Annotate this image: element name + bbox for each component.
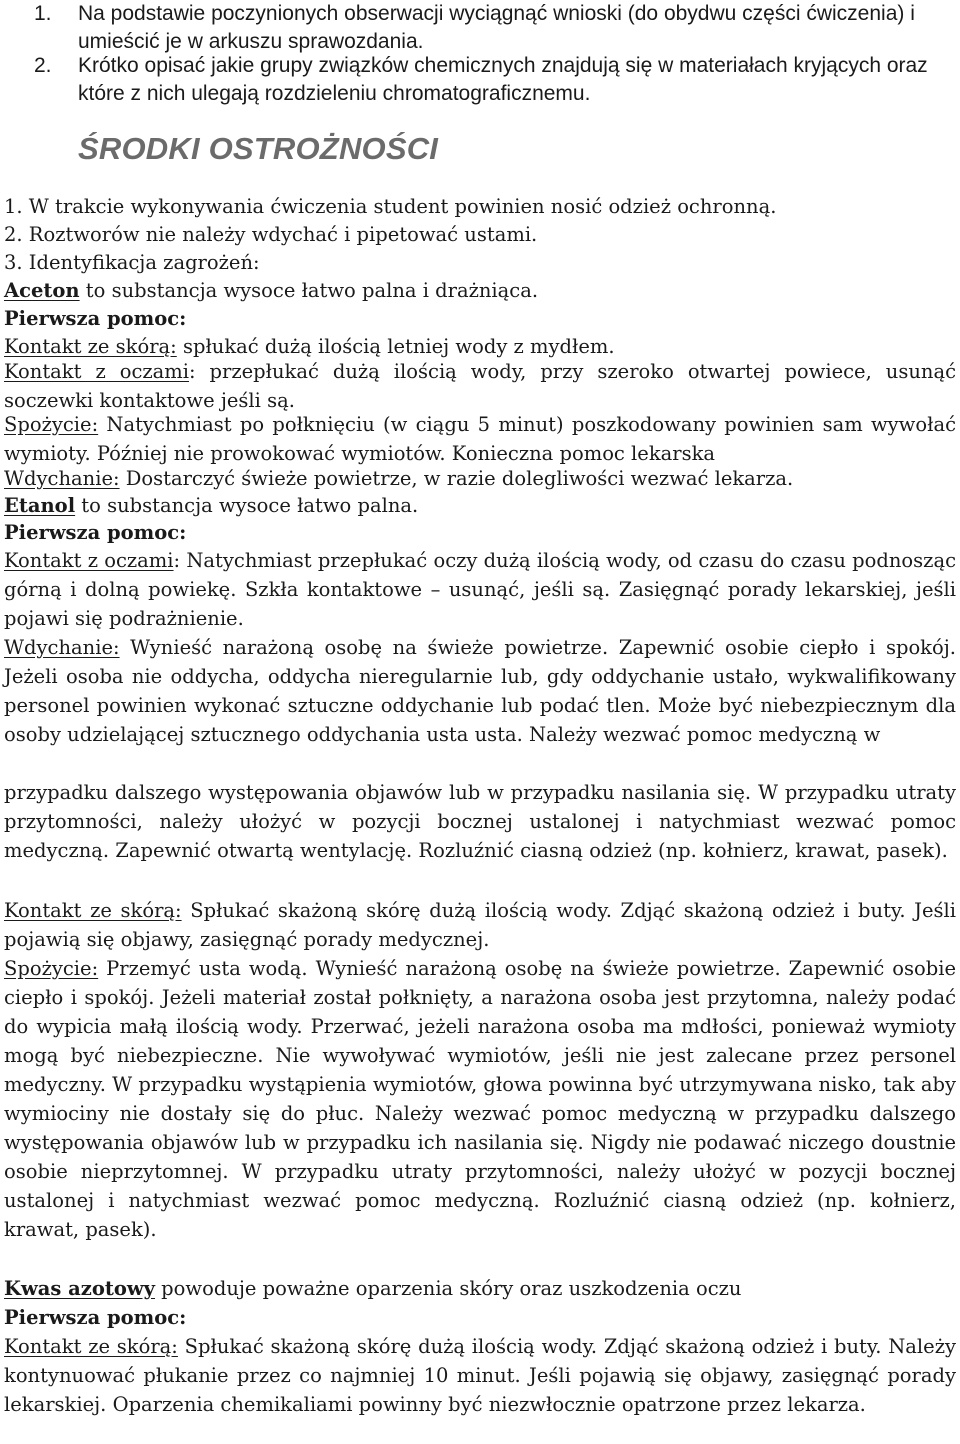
- section-label: Wdychanie:: [4, 467, 120, 490]
- kwas-skin-contact: [4, 1332, 956, 1419]
- substance-name: Kwas azotowy: [4, 1277, 155, 1300]
- etanol-inhalation: [4, 633, 956, 749]
- first-aid-label: Pierwsza pomoc:: [4, 1306, 187, 1329]
- section-label: Wdychanie:: [4, 636, 120, 659]
- substance-description: to substancja wysoce łatwo palna.: [75, 494, 419, 517]
- list-number: 1.: [34, 2, 52, 25]
- intro-list-item: [34, 0, 956, 56]
- section-text: : Natychmiast przepłukać oczy dużą ilością wody, od czasu do czasu podnosząc górną i dolną powiekę. Szkła kontaktowe – usunąć, jeśli są. Zasięgnąć porady lekarskiej, jeśli pojawi się podrażnienie.: [4, 549, 956, 630]
- aceton-ingestion: [4, 410, 956, 468]
- section-heading: ŚRODKI OSTROŻNOŚCI: [78, 131, 439, 166]
- list-text: Krótko opisać jakie grupy związków chemicznych znajdują się w materiałach kryjących oraz które z nich ulegają rozdzieleniu chromatograficznemu.: [78, 54, 928, 105]
- section-label: Kontakt z oczami: [4, 549, 174, 572]
- list-number: 2.: [34, 54, 52, 77]
- section-label: Spożycie:: [4, 413, 99, 436]
- aceton-inhalation: [4, 464, 956, 493]
- substance-name: Aceton: [4, 279, 80, 302]
- substance-etanol: [4, 491, 956, 520]
- intro-list-item: [34, 52, 956, 108]
- substance-name: Etanol: [4, 494, 76, 517]
- section-text: Spłukać skażoną skórę dużą ilością wody. Zdjąć skażoną odzież i buty. Należy kontynuować płukanie przez co najmniej 10 minut. Jeśli pojawią się objawy, zasięgnąć porady lekarskiej. Oparzenia chemikaliami powinny być niezwłocznie opatrzone przez lekarza.: [4, 1335, 957, 1416]
- section-text: Dostarczyć świeże powietrze, w razie dolegliwości wezwać lekarza.: [119, 467, 794, 490]
- section-text: Spłukać skażoną skórę dużą ilością wody. Zdjąć skażoną odzież i buty. Jeśli pojawią się objawy, zasięgnąć porady medycznej.: [4, 899, 957, 951]
- section-label: Spożycie:: [4, 957, 99, 980]
- etanol-inhalation-continued: przypadku dalszego występowania objawów lub w przypadku nasilania się. W przypadku utraty przytomności, należy ułożyć w pozycji bocznej ustalonej i natychmiast wezwać pomoc medyczną. Zapewnić otwartą wentylację. Rozluźnić ciasną odzież (np. kołnierz, krawat, pasek).: [4, 781, 956, 862]
- section-label: Kontakt ze skórą:: [4, 899, 182, 922]
- etanol-ingestion: [4, 954, 956, 1244]
- substance-kwas-azotowy: [4, 1274, 956, 1303]
- substance-description: to substancja wysoce łatwo palna i drażniąca.: [79, 279, 539, 302]
- substance-aceton: [4, 276, 956, 305]
- aceton-eye-contact: [4, 357, 956, 415]
- first-aid-label: Pierwsza pomoc:: [4, 521, 187, 544]
- substance-description: powoduje poważne oparzenia skóry oraz uszkodzenia oczu: [154, 1277, 742, 1300]
- section-text: spłukać dużą ilością letniej wody z mydłem.: [176, 335, 615, 358]
- precaution-item: 3. Identyfikacja zagrożeń:: [4, 251, 260, 274]
- list-text: Na podstawie poczynionych obserwacji wyciągnąć wnioski (do obydwu części ćwiczenia) i umieścić je w arkuszu sprawozdania.: [78, 2, 915, 53]
- section-text: : przepłukać dużą ilością wody, przy szeroko otwartej powiece, usunąć soczewki kontaktowe jeśli są.: [4, 360, 957, 412]
- etanol-eye-contact: [4, 546, 956, 633]
- etanol-skin-contact: [4, 896, 956, 954]
- precaution-item: 1. W trakcie wykonywania ćwiczenia student powinien nosić odzież ochronną.: [4, 195, 777, 218]
- section-label: Kontakt ze skórą:: [4, 1335, 178, 1358]
- section-text: Natychmiast po połknięciu (w ciągu 5 minut) poszkodowany powinien sam wywołać wymioty. Później nie prowokować wymiotów. Konieczna pomoc lekarska: [4, 413, 956, 465]
- precaution-item: 2. Roztworów nie należy wdychać i pipetować ustami.: [4, 223, 538, 246]
- first-aid-label: Pierwsza pomoc:: [4, 307, 187, 330]
- section-text: Przemyć usta wodą. Wynieść narażoną osobę na świeże powietrze. Zapewnić osobie ciepło i spokój. Jeżeli materiał został połknięty, a narażona osoba jest przytomna, należy podać do wypicia małą ilością wody. Przerwać, jeżeli narażona osoba ma mdłości, ponieważ wymioty mogą być niebezpieczne. Nie wywoływać wymiotów, jeśli nie jest zalecane przez personel medyczny. W przypadku wystąpienia wymiotów, głowa powinna być utrzymywana nisko, tak aby wymiociny nie dostały się do płuc. Należy wezwać pomoc medyczną w przypadku dalszego występowania objawów lub w przypadku ich nasilania się. Nigdy nie podawać niczego doustnie osobie nieprzytomnej. W przypadku utraty przytomności, należy ułożyć w pozycji bocznej ustalonej i natychmiast wezwać pomoc medyczną. Rozluźnić ciasną odzież (np. kołnierz, krawat, pasek).: [4, 957, 956, 1241]
- section-label: Kontakt ze skórą:: [4, 335, 177, 358]
- section-label: Kontakt z oczami: [4, 360, 189, 383]
- section-text: Wynieść narażoną osobę na świeże powietrze. Zapewnić osobie ciepło i spokój. Jeżeli osoba nie oddycha, oddycha nieregularnie lub, gdy oddychanie ustało, wykwalifikowany personel powinien wykonać sztuczne oddychanie lub podać tlen. Może być niebezpiecznym dla osoby udzielającej sztucznego oddychania usta usta. Należy wezwać pomoc medyczną w: [4, 636, 956, 746]
